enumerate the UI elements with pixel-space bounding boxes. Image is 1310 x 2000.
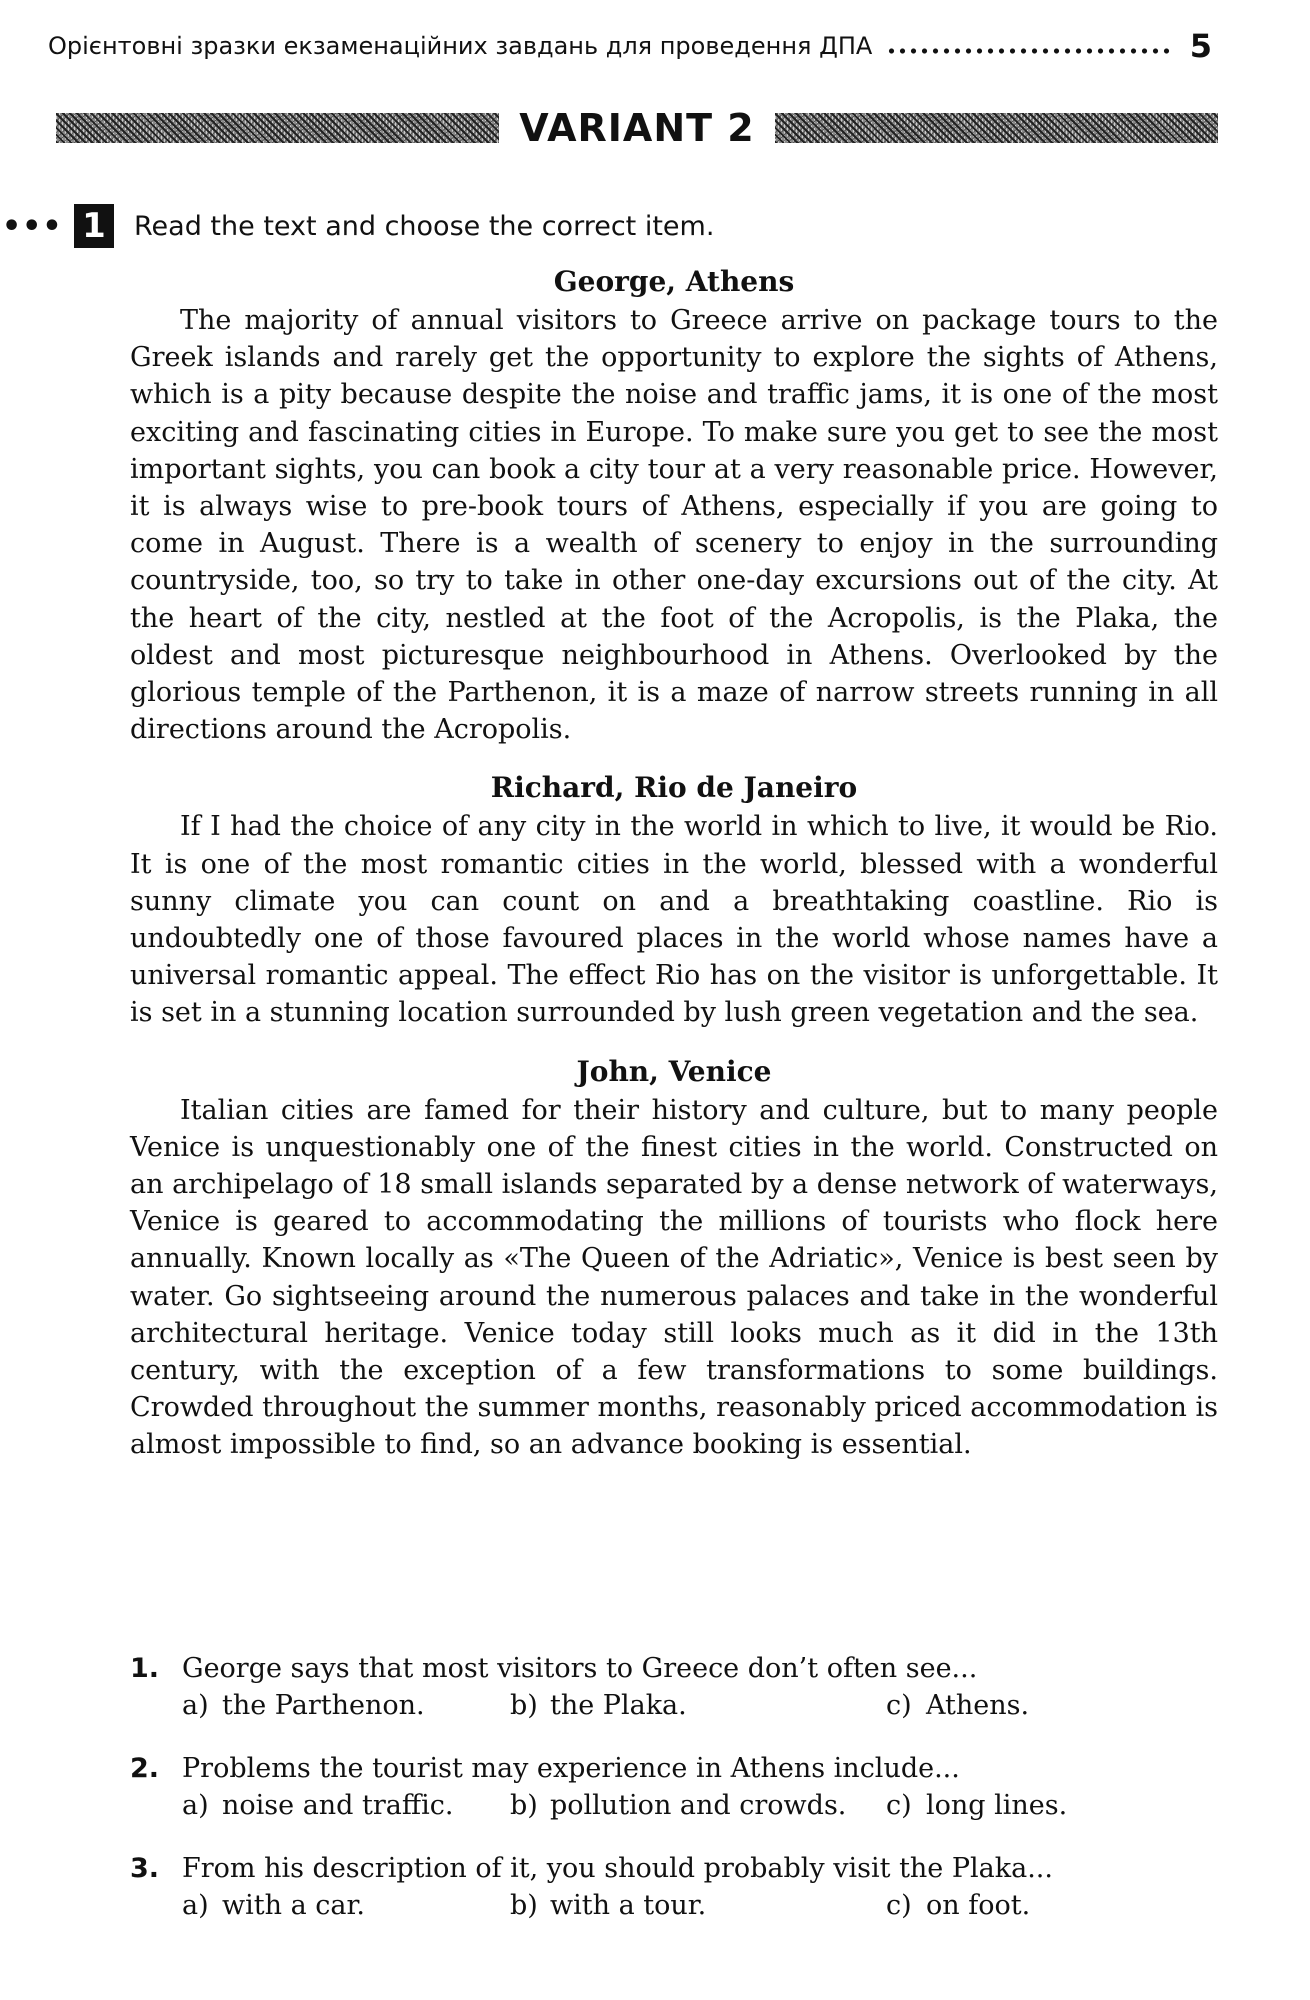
spacer bbox=[130, 748, 1218, 768]
section-text-richard: If I had the choice of any city in the world in which to live, it would be Rio. It is one of the most romantic cities in the world, blessed with a wonderful sunny climate you can count on and a breathtaking coastline. Rio is undoubtedly one of those favoured places in the world whose names have a universal romantic appeal. The effect Rio has on the visitor is unforgettable. It is set in a stunning location surrounded by lush green vegetation and the sea. bbox=[130, 811, 1218, 1029]
option-letter: c) bbox=[886, 1790, 912, 1821]
option-b[interactable] bbox=[510, 1787, 886, 1824]
option-text: the Parthenon. bbox=[222, 1690, 425, 1721]
banner-texture-right bbox=[775, 113, 1218, 143]
reading-text bbox=[130, 262, 1218, 1464]
option-letter: a) bbox=[182, 1890, 209, 1921]
option-text: pollution and crowds. bbox=[550, 1790, 847, 1821]
option-text: the Plaka. bbox=[550, 1690, 687, 1721]
difficulty-dots: ••• bbox=[2, 208, 63, 244]
option-text: with a car. bbox=[222, 1890, 365, 1921]
option-text: on foot. bbox=[926, 1890, 1031, 1921]
option-text: noise and traffic. bbox=[222, 1790, 454, 1821]
answer-options bbox=[182, 1887, 1218, 1924]
section-title-john: John, Venice bbox=[576, 1054, 772, 1088]
option-c[interactable] bbox=[886, 1787, 1218, 1824]
option-text: with a tour. bbox=[550, 1890, 707, 1921]
variant-banner bbox=[56, 108, 1218, 148]
option-c[interactable] bbox=[886, 1887, 1218, 1924]
section-title-richard: Richard, Rio de Janeiro bbox=[490, 771, 858, 805]
answer-options bbox=[182, 1687, 1218, 1724]
question-text: From his description of it, you should probably visit the Plaka... bbox=[182, 1853, 1053, 1884]
question-text: Problems the tourist may experience in Athens include... bbox=[182, 1753, 960, 1784]
page-number: 5 bbox=[1189, 27, 1212, 65]
section-title-george: George, Athens bbox=[553, 265, 795, 298]
question-number: 2. bbox=[130, 1753, 160, 1784]
task-heading bbox=[0, 204, 714, 248]
option-a[interactable] bbox=[182, 1787, 510, 1824]
variant-title: VARIANT 2 bbox=[519, 106, 755, 150]
option-text: long lines. bbox=[926, 1790, 1068, 1821]
answer-options bbox=[182, 1787, 1218, 1824]
section-text-george: The majority of annual visitors to Greece arrive on package tours to the Greek islands and rarely get the opportunity to explore the sights of Athens, which is a pity because despite the noise and traffic jams, it is one of the most exciting and fascinating cities in Europe. To make sure you get to see the most important sights, you can book a city tour at a very reasonable price. However, it is always wise to pre-book tours of Athens, especially if you are going to come in August. There is a wealth of scenery to enjoy in the surrounding countryside, too, so try to take in other one-day excursions out of the city. At the heart of the city, nestled at the foot of the Acropolis, is the Plaka, the oldest and most picturesque neighbourhood in Athens. Overlooked by the glorious temple of the Parthenon, it is a maze of narrow streets running in all directions around the Acropolis. bbox=[130, 305, 1218, 746]
question-1 bbox=[130, 1650, 1218, 1724]
task-instruction: Read the text and choose the correct item. bbox=[134, 210, 715, 242]
header-dot-leader bbox=[886, 48, 1169, 54]
option-b[interactable] bbox=[510, 1687, 886, 1724]
option-b[interactable] bbox=[510, 1887, 886, 1924]
question-number: 1. bbox=[130, 1653, 160, 1684]
option-a[interactable] bbox=[182, 1887, 510, 1924]
section-text-john: Italian cities are famed for their history and culture, but to many people Venice is unquestionably one of the finest cities in the world. Constructed on an archipelago of 18 small islands separated by a dense network of waterways, Venice is geared to accommodating the millions of tourists who flock here annually. Known locally as «The Queen of the Adriatic», Venice is best seen by water. Go sightseeing around the numerous palaces and take in the wonderful architectural heritage. Venice today still looks much as it did in the 13th century, with the exception of a few transformations to some buildings. Crowded throughout the summer months, reasonably priced accommodation is almost impossible to find, so an advance booking is essential. bbox=[130, 1094, 1218, 1461]
option-c[interactable] bbox=[886, 1687, 1218, 1724]
option-letter: b) bbox=[510, 1690, 538, 1721]
spacer bbox=[130, 1032, 1218, 1052]
question-2 bbox=[130, 1750, 1218, 1824]
option-a[interactable] bbox=[182, 1687, 510, 1724]
running-header bbox=[48, 26, 1218, 66]
question-list bbox=[130, 1650, 1218, 1950]
banner-texture-left bbox=[56, 113, 499, 143]
option-letter: b) bbox=[510, 1790, 538, 1821]
option-letter: c) bbox=[886, 1890, 912, 1921]
option-text: Athens. bbox=[926, 1690, 1030, 1721]
question-number: 3. bbox=[130, 1853, 160, 1884]
option-letter: c) bbox=[886, 1690, 912, 1721]
header-title: Орієнтовні зразки екзаменаційних завдань для проведення ДПА bbox=[48, 32, 873, 60]
option-letter: a) bbox=[182, 1790, 209, 1821]
option-letter: a) bbox=[182, 1690, 209, 1721]
question-3 bbox=[130, 1850, 1218, 1924]
option-letter: b) bbox=[510, 1890, 538, 1921]
task-number-badge: 1 bbox=[74, 204, 114, 248]
question-text: George says that most visitors to Greece don’t often see... bbox=[182, 1653, 978, 1684]
